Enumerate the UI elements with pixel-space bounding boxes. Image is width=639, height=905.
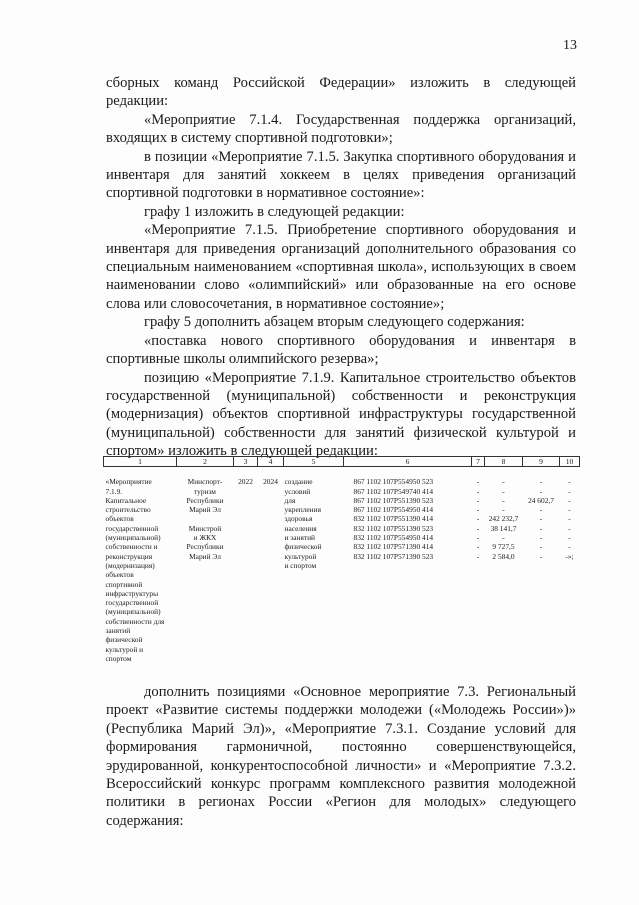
table-header-row [104,457,580,467]
header-col-4: 4 [258,457,284,467]
value-line: - [539,505,543,515]
result-line: для [284,495,296,505]
end-year-cell: 2024 [263,477,278,487]
value-line: - [502,486,505,496]
paragraph-1: сборных команд Российской Федерации» изложить в следующей редакции: [106,75,576,110]
activity-name-line: занятий [105,626,131,636]
activity-name-line: реконструкция [105,551,153,561]
budget-code-line: 832 1102 107P551390 414 [353,514,434,524]
value-line: - [502,505,505,515]
upper-text-block [106,74,576,461]
executor-line: Минспорт- [187,477,223,487]
paragraph-4: графу 1 изложить в следующей редакции: [144,203,405,220]
value-col-10-cell [560,467,580,663]
header-col-7: 7 [472,457,485,467]
activity-name-line: государственной [105,523,159,533]
activity-name-cell [104,467,177,663]
value-line: - [476,533,480,543]
header-col-9: 9 [523,457,560,467]
paragraph-6: графу 5 дополнить абзацем вторым следующего содержания: [144,314,525,331]
value-line: - [539,533,543,543]
activity-name-line: инфраструктуры [105,588,159,598]
value-line: - [476,551,480,561]
paragraph-9: дополнить позициями «Основное мероприятие 7.3. Региональный проект «Развитие системы поддержки молодежи («Молодежь России»)» (Республика Марий Эл)», «Мероприятие 7.3.1. Создание условий для формирования гармоничной, постоянно совершенствующейся, эрудированной, конкурентоспособной личности» и «Мероприятие 7.3.2. Всероссийский конкурс программ комплексного развития молодежной политики в регионах России «Регион для молодых» следующего содержания: [106,684,576,829]
budget-code-cell [344,467,472,663]
executor-line: Минстрой [188,523,222,533]
expected-result-cell [284,467,344,663]
paragraph-5: «Мероприятие 7.1.5. Приобретение спортивного оборудования и инвентаря для приведения организаций дополнительного образования со специальным наименованием «спортивная школа», использующих в своем наименовании слово «олимпийский» или образованные на его основе слова или словосочетания, в нормативное состояние»; [106,222,576,312]
value-line: - [502,477,505,487]
value-line: - [568,523,571,533]
activity-name-line: спортивной [105,579,143,589]
executor-line: и ЖКХ [193,533,217,543]
value-line: - [502,495,505,505]
header-col-8: 8 [485,457,523,467]
header-col-10: 10 [560,457,580,467]
lower-text-block [106,683,576,830]
executor-line: Марий Эл [189,505,221,515]
activity-name-line: спортом [105,653,132,663]
header-col-3: 3 [234,457,258,467]
budget-code-line: 867 1102 107P549740 414 [353,486,434,496]
executor-line: Марий Эл [189,551,221,561]
result-line: и спортом [284,560,317,570]
value-line: - [476,514,480,524]
executor-line: Республики [186,495,224,505]
page-number: 13 [563,38,577,53]
activity-name-line: объектов [105,570,134,580]
activity-name-line: (модернизация) [105,560,155,570]
paragraph-8: позицию «Мероприятие 7.1.9. Капитальное строительство объектов государственной (муниципальной) собственности и реконструкция (модернизация) объектов спортивной инфраструктуры государственной (муниципальной) собственности для занятий физической культурой и спортом» изложить в следующей редакции: [106,369,576,460]
activity-name-line: Капитальное [105,495,147,505]
executor-line: Республики [186,542,224,552]
value-line: -»; [565,551,574,561]
result-line: создание [284,477,313,487]
value-line: 242 232,7 [488,514,519,524]
value-line: - [568,477,571,487]
paragraph-7: «поставка нового спортивного оборудования и инвентаря в спортивные школы олимпийского резерва»; [106,332,576,368]
value-line: 9 727,5 [492,542,515,552]
value-line: - [539,477,543,487]
value-col-9-cell [523,467,560,663]
header-col-5: 5 [284,457,344,467]
value-line: - [476,523,480,533]
value-line: 38 141,7 [490,523,517,533]
activity-name-line: объектов [105,514,134,524]
activity-name-line: (муниципальной) [105,607,161,617]
value-line: 24 602,7 [528,495,554,505]
paragraph-2: «Мероприятие 7.1.4. Государственная поддержка организаций, входящих в систему спортивной подготовки»; [106,111,576,147]
value-line: - [476,486,480,496]
value-line: - [476,477,480,487]
result-line: условий [284,486,311,496]
header-col-1: 1 [104,457,177,467]
value-line: - [539,523,543,533]
budget-code-line: 832 1102 107P554950 414 [353,533,434,543]
activity-name-line: (муниципальной) [105,533,161,543]
value-line: - [539,551,543,561]
result-line: укрепления [284,505,321,515]
budget-code-line: 867 1102 107P554950 414 [353,505,434,515]
budget-code-line: 867 1102 107P554950 523 [353,477,434,487]
start-year-cell: 2022 [238,477,253,487]
value-line: - [568,542,571,552]
result-line: населения [284,523,317,533]
activity-name-line: собственности и [105,542,158,552]
executor-line: туризм [194,486,216,496]
value-line: - [539,514,543,524]
amendment-table [103,456,580,663]
activity-name-line: физической [105,635,143,645]
responsible-executor-cell [177,467,234,663]
activity-name-line: собственности для [105,616,165,626]
value-line: - [476,505,480,515]
value-line: - [539,486,543,496]
activity-name-line: строительство [105,505,151,515]
paragraph-3: в позиции «Мероприятие 7.1.5. Закупка спортивного оборудования и инвентаря для занятий хоккеем в целях приведения организаций спортивной подготовки в нормативное состояние»: [106,148,576,202]
result-line: здоровья [284,514,313,524]
value-line: - [568,533,571,543]
activity-name-line: 7.1.9. [105,486,123,496]
budget-code-line: 832 1102 107P551390 523 [353,523,434,533]
value-line: - [568,514,571,524]
value-line: - [476,542,480,552]
activity-name-line: государственной [105,598,159,608]
budget-code-line: 832 1102 107P571390 523 [353,551,434,561]
budget-code-line: 867 1102 107P551390 523 [353,495,434,505]
value-col-7-cell [472,467,485,663]
header-col-6: 6 [344,457,472,467]
result-line: физической [284,542,322,552]
value-line: - [568,486,571,496]
result-line: культурой [284,551,317,561]
value-line: - [568,495,571,505]
value-col-8-cell [485,467,523,663]
value-line: - [476,495,480,505]
budget-code-line: 832 1102 107P571390 414 [353,542,434,552]
header-col-2: 2 [177,457,234,467]
activity-name-line: «Мероприятие [105,477,152,487]
result-line: и занятий [284,533,315,543]
table-row [104,467,580,663]
value-line: 2 584,0 [492,551,515,561]
activity-name-line: культурой и [105,644,144,654]
value-line: - [502,533,505,543]
value-line: - [568,505,571,515]
value-line: - [539,542,543,552]
